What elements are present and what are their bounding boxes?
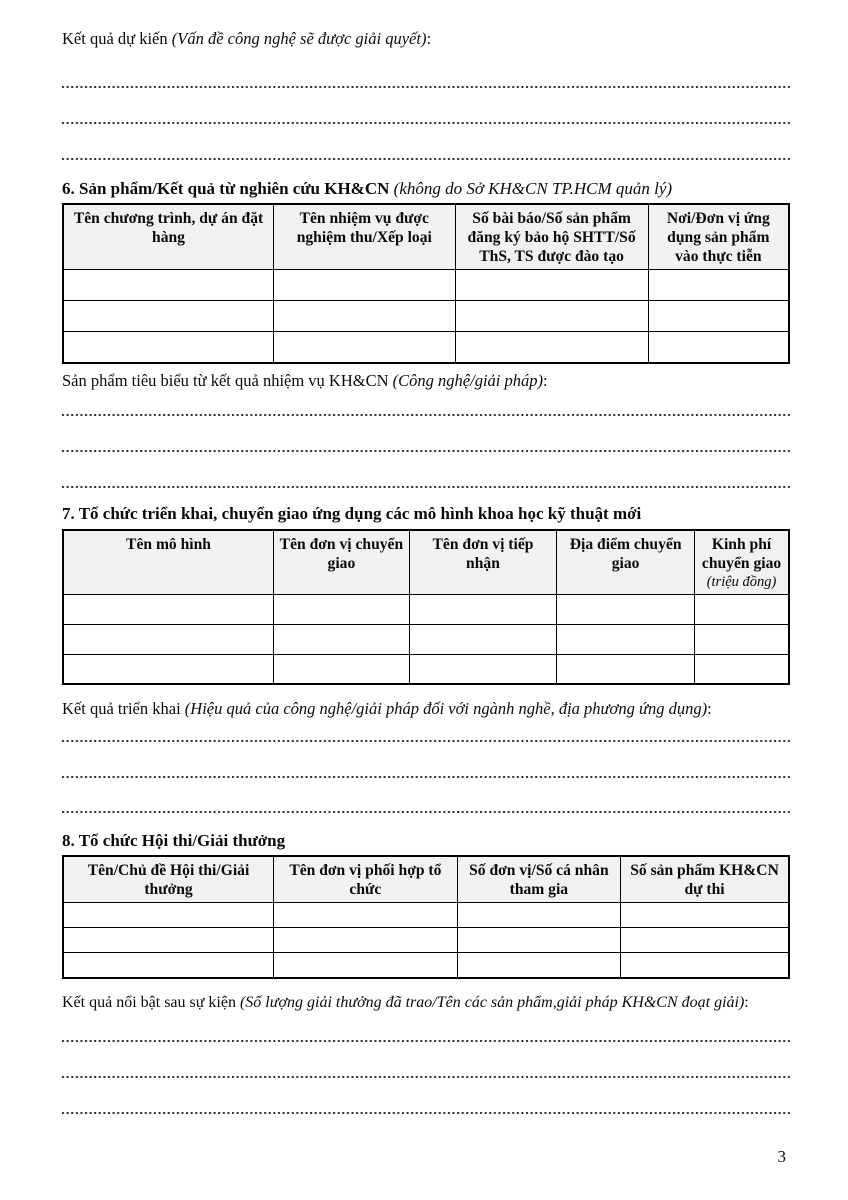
colon: : — [542, 370, 548, 390]
fill-in-lines-section-7 — [62, 740, 790, 813]
empty-cell — [274, 594, 410, 624]
dotted-line — [62, 1076, 790, 1078]
section-8-footnote-note: (Số lượng giải thưởng đã trao/Tên các sản phẩm,giải pháp KH&CN đoạt giải) — [239, 993, 745, 1011]
empty-cell — [274, 903, 458, 928]
fill-in-lines-section-6 — [62, 414, 790, 488]
empty-cell — [648, 270, 789, 301]
unit-note: (triệu đồng) — [706, 573, 777, 590]
table-row — [63, 301, 789, 332]
section-6-title-text: 6. Sản phẩm/Kết quả từ nghiên cứu KH&CN — [62, 179, 390, 198]
section-8-footnote-label — [62, 992, 790, 1014]
column-header: Nơi/Đơn vị ứng dụng sản phẩm vào thực tiễn — [648, 204, 789, 270]
column-header: Tên mô hình — [63, 530, 274, 595]
empty-cell — [455, 301, 648, 332]
column-header — [695, 530, 789, 595]
section-6-footnote-note: (Công nghệ/giải pháp) — [392, 370, 543, 390]
fill-in-lines-section-8 — [62, 1040, 790, 1114]
table-row — [63, 903, 789, 928]
table-row — [63, 928, 789, 953]
section-8-table — [62, 855, 790, 979]
empty-cell — [409, 624, 556, 654]
fill-in-lines-expected-result — [62, 86, 790, 160]
column-header: Tên nhiệm vụ được nghiệm thu/Xếp loại — [274, 204, 456, 270]
dotted-line — [62, 486, 790, 488]
empty-cell — [63, 624, 274, 654]
empty-cell — [621, 903, 789, 928]
column-header: Số sản phẩm KH&CN dự thi — [621, 856, 789, 903]
empty-cell — [63, 332, 274, 363]
table-row — [63, 654, 789, 684]
empty-cell — [557, 654, 695, 684]
expected-result-label — [62, 28, 790, 50]
empty-cell — [457, 953, 620, 978]
dotted-line — [62, 1112, 790, 1114]
empty-cell — [274, 301, 456, 332]
dotted-line — [62, 414, 790, 416]
section-6-title-note: (không do Sở KH&CN TP.HCM quản lý) — [393, 179, 673, 198]
column-header-text: Kinh phí chuyển giao — [701, 535, 782, 572]
dotted-line — [62, 450, 790, 452]
table-row — [63, 270, 789, 301]
empty-cell — [621, 953, 789, 978]
empty-cell — [557, 594, 695, 624]
dotted-line — [62, 740, 790, 742]
empty-cell — [648, 332, 789, 363]
section-6-table — [62, 203, 790, 364]
dotted-line — [62, 811, 790, 813]
empty-cell — [648, 301, 789, 332]
section-7-title: 7. Tổ chức triển khai, chuyển giao ứng dụng các mô hình khoa học kỹ thuật mới — [62, 503, 642, 523]
expected-result-text: Kết quả dự kiến — [62, 29, 168, 48]
empty-cell — [695, 624, 789, 654]
empty-cell — [274, 953, 458, 978]
empty-cell — [274, 332, 456, 363]
empty-cell — [63, 953, 274, 978]
table-row — [63, 332, 789, 363]
empty-cell — [63, 270, 274, 301]
column-header: Tên đơn vị tiếp nhận — [409, 530, 556, 595]
dotted-line — [62, 122, 790, 124]
expected-result-note: (Vấn đề công nghệ sẽ được giải quyết) — [171, 29, 427, 48]
empty-cell — [274, 654, 410, 684]
table-row — [63, 594, 789, 624]
empty-cell — [63, 903, 274, 928]
empty-cell — [274, 928, 458, 953]
section-7-footnote-label — [62, 698, 790, 720]
colon: : — [744, 993, 749, 1011]
section-6-footnote-text: Sản phẩm tiêu biểu từ kết quả nhiệm vụ KH&CN — [62, 370, 389, 390]
column-header: Tên/Chủ đề Hội thi/Giải thưởng — [63, 856, 274, 903]
empty-cell — [63, 594, 274, 624]
empty-cell — [455, 332, 648, 363]
table-header-row — [63, 530, 789, 595]
section-8-footnote-text: Kết quả nổi bật sau sự kiện — [62, 993, 236, 1011]
empty-cell — [409, 654, 556, 684]
section-6-title — [62, 178, 790, 200]
section-7-table — [62, 529, 790, 686]
table-header-row — [63, 856, 789, 903]
empty-cell — [695, 654, 789, 684]
empty-cell — [274, 270, 456, 301]
column-header: Địa điểm chuyển giao — [557, 530, 695, 595]
section-8-title: 8. Tổ chức Hội thi/Giải thưởng — [62, 831, 286, 850]
dotted-line — [62, 158, 790, 160]
empty-cell — [621, 928, 789, 953]
section-6-footnote-label — [62, 370, 790, 392]
empty-cell — [455, 270, 648, 301]
dotted-line — [62, 776, 790, 778]
table-row — [63, 624, 789, 654]
page-number: 3 — [777, 1147, 786, 1166]
empty-cell — [695, 594, 789, 624]
column-header: Tên đơn vị chuyển giao — [274, 530, 410, 595]
empty-cell — [63, 928, 274, 953]
empty-cell — [63, 654, 274, 684]
empty-cell — [409, 594, 556, 624]
table-header-row — [63, 204, 789, 270]
dotted-line — [62, 1040, 790, 1042]
colon: : — [707, 699, 712, 718]
dotted-line — [62, 86, 790, 88]
column-header: Tên đơn vị phối hợp tổ chức — [274, 856, 458, 903]
table-row — [63, 953, 789, 978]
column-header: Số đơn vị/Số cá nhân tham gia — [457, 856, 620, 903]
empty-cell — [557, 624, 695, 654]
section-7-footnote-note: (Hiệu quả của công nghệ/giải pháp đối với ngành nghề, địa phương ứng dụng) — [184, 699, 708, 718]
section-7-footnote-text: Kết quả triển khai — [62, 699, 181, 718]
empty-cell — [274, 624, 410, 654]
empty-cell — [457, 903, 620, 928]
empty-cell — [63, 301, 274, 332]
empty-cell — [457, 928, 620, 953]
column-header: Số bài báo/Số sản phẩm đăng ký bảo hộ SHTT/Số ThS, TS được đào tạo — [455, 204, 648, 270]
column-header: Tên chương trình, dự án đặt hàng — [63, 204, 274, 270]
colon: : — [426, 29, 432, 48]
